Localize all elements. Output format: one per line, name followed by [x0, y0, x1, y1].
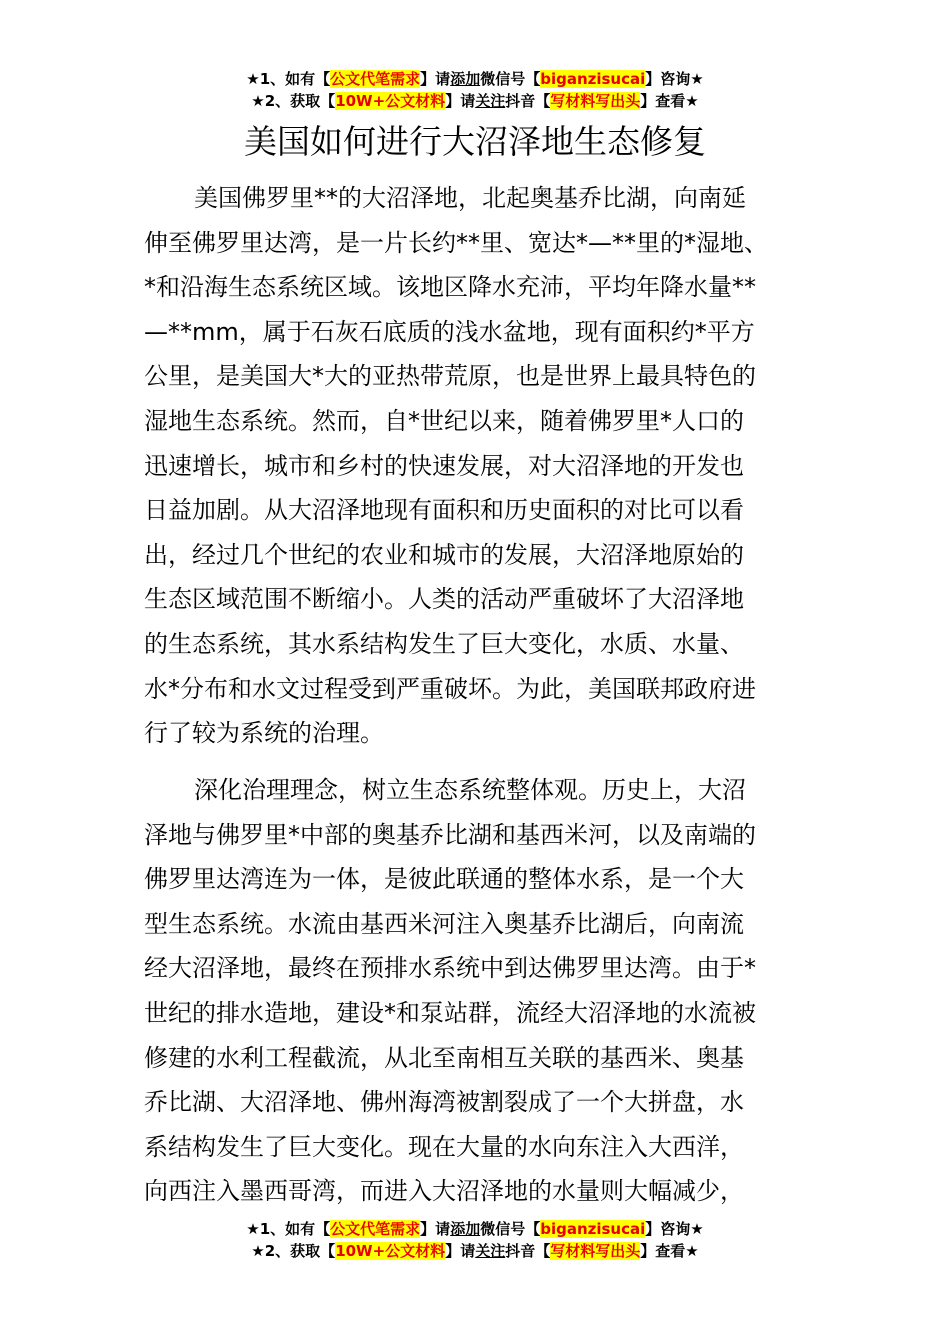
paragraph-1	[144, 176, 809, 756]
paragraph-2	[144, 768, 809, 1214]
banner-highlight-wechat-id: biganzisucai	[540, 1220, 646, 1238]
paragraph-line: 向西注入墨西哥湾，而进入大沼泽地的水量则大幅减少，	[144, 1177, 744, 1206]
paragraph-line: 深化治理理念，树立生态系统整体观。历史上，大沼	[194, 776, 746, 804]
paragraph-line: 出，经过几个世纪的农业和城市的发展，大沼泽地原始的	[144, 540, 744, 569]
paragraph-line: 生态区域范围不断缩小。人类的活动严重破坏了大沼泽地	[144, 585, 744, 614]
banner-line-1	[0, 68, 950, 90]
paragraph-line: 湿地生态系统。然而，自*世纪以来，随着佛罗里*人口的	[144, 406, 744, 435]
banner-highlight-douyin-id: 写材料写出头	[550, 1242, 641, 1260]
banner-line-2	[0, 1240, 950, 1262]
banner-text: 】请	[445, 92, 476, 110]
banner-text: 微信号【	[480, 70, 541, 88]
banner-highlight-writing-service: 公文代笔需求	[330, 70, 421, 88]
banner-text: ★1、如有【	[246, 1220, 331, 1238]
banner-text: ★1、如有【	[246, 70, 331, 88]
paragraph-line: 水*分布和水文过程受到严重破坏。为此，美国联邦政府进	[144, 674, 756, 703]
banner-text: 】查看★	[640, 1242, 699, 1260]
banner-text: 微信号【	[480, 1220, 541, 1238]
paragraph-line: 型生态系统。水流由基西米河注入奥基乔比湖后，向南流	[144, 909, 744, 938]
banner-text: 抖音【	[505, 92, 551, 110]
paragraph-line: 美国佛罗里**的大沼泽地，北起奥基乔比湖，向南延	[194, 184, 746, 212]
paragraph-line: *和沿海生态系统区域。该地区降水充沛，平均年降水量**	[144, 273, 756, 302]
banner-text: 】咨询★	[645, 70, 704, 88]
paragraph-line: 泽地与佛罗里*中部的奥基乔比湖和基西米河，以及南端的	[144, 820, 756, 849]
banner-underline-follow: 关注	[475, 92, 506, 110]
paragraph-line: 行了较为系统的治理。	[144, 719, 384, 748]
banner-text: ★2、获取【	[251, 1242, 336, 1260]
paragraph-line: 世纪的排水造地，建设*和泵站群，流经大沼泽地的水流被	[144, 998, 756, 1027]
banner-highlight-writing-service: 公文代笔需求	[330, 1220, 421, 1238]
banner-text: 】查看★	[640, 92, 699, 110]
banner-underline-add: 添加	[450, 70, 481, 88]
banner-highlight-douyin-id: 写材料写出头	[550, 92, 641, 110]
banner-underline-add: 添加	[450, 1220, 481, 1238]
banner-text: 】请	[445, 1242, 476, 1260]
paragraph-line: 的生态系统，其水系结构发生了巨大变化，水质、水量、	[144, 629, 744, 658]
paragraph-line: 经大沼泽地，最终在预排水系统中到达佛罗里达湾。由于*	[144, 954, 756, 983]
banner-highlight-materials: 10W+公文材料	[335, 1242, 446, 1260]
footer-banner	[0, 1218, 950, 1262]
banner-text: 抖音【	[505, 1242, 551, 1260]
paragraph-line: 乔比湖、大沼泽地、佛州海湾被割裂成了一个大拼盘，水	[144, 1088, 744, 1117]
banner-text: 】咨询★	[645, 1220, 704, 1238]
banner-text: ★2、获取【	[251, 92, 336, 110]
banner-line-1	[0, 1218, 950, 1240]
banner-text: 】请	[420, 1220, 451, 1238]
header-banner	[0, 68, 950, 112]
paragraph-line: 日益加剧。从大沼泽地现有面积和历史面积的对比可以看	[144, 496, 744, 525]
paragraph-line: —**mm，属于石灰石底质的浅水盆地，现有面积约*平方	[144, 317, 755, 346]
banner-highlight-materials: 10W+公文材料	[335, 92, 446, 110]
paragraph-line: 佛罗里达湾连为一体，是彼此联通的整体水系，是一个大	[144, 865, 744, 894]
paragraph-line: 公里，是美国大*大的亚热带荒原，也是世界上最具特色的	[144, 362, 756, 391]
document-title: 美国如何进行大沼泽地生态修复	[244, 122, 706, 161]
banner-highlight-wechat-id: biganzisucai	[540, 70, 646, 88]
paragraph-line: 伸至佛罗里达湾，是一片长约**里、宽达*—**里的*湿地、	[144, 228, 768, 257]
banner-text: 】请	[420, 70, 451, 88]
paragraph-line: 系结构发生了巨大变化。现在大量的水向东注入大西洋，	[144, 1132, 744, 1161]
banner-underline-follow: 关注	[475, 1242, 506, 1260]
paragraph-line: 迅速增长，城市和乡村的快速发展，对大沼泽地的开发也	[144, 451, 744, 480]
banner-line-2	[0, 90, 950, 112]
paragraph-line: 修建的水利工程截流，从北至南相互关联的基西米、奥基	[144, 1043, 744, 1072]
